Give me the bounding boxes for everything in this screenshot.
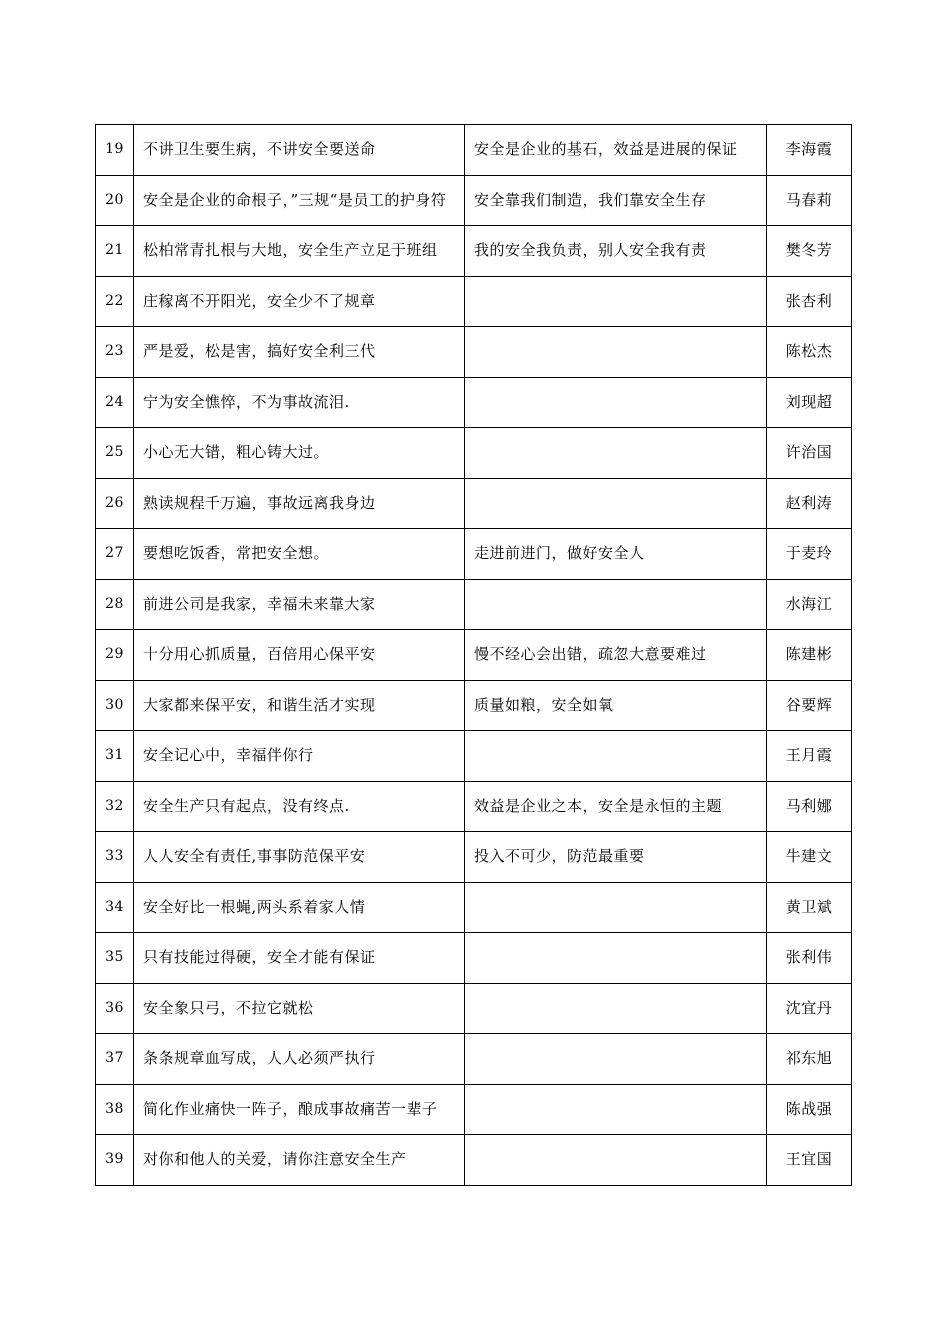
slogan-table xyxy=(95,124,852,1186)
row-number: 20 xyxy=(96,175,134,226)
slogan-alt-cell xyxy=(465,1034,767,1085)
author-name-cell: 马春莉 xyxy=(767,175,852,226)
row-number: 36 xyxy=(96,983,134,1034)
slogan-cell: 大家都来保平安，和谐生活才实现 xyxy=(134,680,465,731)
author-name-cell: 许治国 xyxy=(767,428,852,479)
row-number: 24 xyxy=(96,377,134,428)
row-number: 29 xyxy=(96,630,134,681)
slogan-alt-cell xyxy=(465,882,767,933)
slogan-alt-cell: 走进前进门，做好安全人 xyxy=(465,529,767,580)
slogan-table-body xyxy=(96,125,852,1186)
author-name-cell: 李海霞 xyxy=(767,125,852,176)
slogan-alt-cell: 投入不可少，防范最重要 xyxy=(465,832,767,883)
table-row xyxy=(96,680,852,731)
author-name-cell: 沈宜丹 xyxy=(767,983,852,1034)
author-name-cell: 张杏利 xyxy=(767,276,852,327)
table-row xyxy=(96,1034,852,1085)
row-number: 39 xyxy=(96,1135,134,1186)
row-number: 21 xyxy=(96,226,134,277)
author-name-cell: 张利伟 xyxy=(767,933,852,984)
author-name-cell: 陈松杰 xyxy=(767,327,852,378)
slogan-cell: 小心无大错，粗心铸大过。 xyxy=(134,428,465,479)
slogan-cell: 安全是企业的命根子，”三规“是员工的护身符 xyxy=(134,175,465,226)
row-number: 34 xyxy=(96,882,134,933)
slogan-cell: 要想吃饭香，常把安全想。 xyxy=(134,529,465,580)
slogan-cell: 安全好比一根蝇,两头系着家人情 xyxy=(134,882,465,933)
row-number: 38 xyxy=(96,1084,134,1135)
slogan-alt-cell xyxy=(465,983,767,1034)
table-row xyxy=(96,125,852,176)
row-number: 35 xyxy=(96,933,134,984)
table-row xyxy=(96,933,852,984)
author-name-cell: 马利娜 xyxy=(767,781,852,832)
author-name-cell: 王月霞 xyxy=(767,731,852,782)
table-row xyxy=(96,832,852,883)
slogan-cell: 安全记心中，幸福伴你行 xyxy=(134,731,465,782)
table-row xyxy=(96,630,852,681)
slogan-alt-cell: 效益是企业之本，安全是永恒的主题 xyxy=(465,781,767,832)
table-row xyxy=(96,781,852,832)
slogan-alt-cell xyxy=(465,327,767,378)
slogan-cell: 不讲卫生要生病，不讲安全要送命 xyxy=(134,125,465,176)
slogan-alt-cell: 慢不经心会出错，疏忽大意要难过 xyxy=(465,630,767,681)
slogan-alt-cell xyxy=(465,478,767,529)
table-row xyxy=(96,1135,852,1186)
slogan-cell: 安全生产只有起点，没有终点. xyxy=(134,781,465,832)
table-row xyxy=(96,731,852,782)
row-number: 30 xyxy=(96,680,134,731)
row-number: 25 xyxy=(96,428,134,479)
author-name-cell: 陈战强 xyxy=(767,1084,852,1135)
slogan-alt-cell: 质量如粮，安全如氧 xyxy=(465,680,767,731)
author-name-cell: 祁东旭 xyxy=(767,1034,852,1085)
table-row xyxy=(96,1084,852,1135)
slogan-alt-cell xyxy=(465,276,767,327)
author-name-cell: 陈建彬 xyxy=(767,630,852,681)
author-name-cell: 刘现超 xyxy=(767,377,852,428)
row-number: 19 xyxy=(96,125,134,176)
table-row xyxy=(96,529,852,580)
author-name-cell: 于麦玲 xyxy=(767,529,852,580)
table-row xyxy=(96,226,852,277)
author-name-cell: 水海江 xyxy=(767,579,852,630)
table-row xyxy=(96,175,852,226)
slogan-alt-cell xyxy=(465,377,767,428)
table-row xyxy=(96,428,852,479)
author-name-cell: 樊冬芳 xyxy=(767,226,852,277)
table-row xyxy=(96,983,852,1034)
author-name-cell: 谷要辉 xyxy=(767,680,852,731)
row-number: 27 xyxy=(96,529,134,580)
slogan-cell: 安全象只弓，不拉它就松 xyxy=(134,983,465,1034)
table-row xyxy=(96,327,852,378)
slogan-alt-cell xyxy=(465,428,767,479)
slogan-cell: 简化作业痛快一阵子，酿成事故痛苦一辈子 xyxy=(134,1084,465,1135)
table-row xyxy=(96,377,852,428)
table-row xyxy=(96,478,852,529)
author-name-cell: 黄卫斌 xyxy=(767,882,852,933)
slogan-cell: 只有技能过得硬，安全才能有保证 xyxy=(134,933,465,984)
row-number: 33 xyxy=(96,832,134,883)
row-number: 28 xyxy=(96,579,134,630)
slogan-cell: 对你和他人的关爱，请你注意安全生产 xyxy=(134,1135,465,1186)
row-number: 31 xyxy=(96,731,134,782)
slogan-alt-cell xyxy=(465,731,767,782)
slogan-alt-cell xyxy=(465,1135,767,1186)
table-row xyxy=(96,276,852,327)
slogan-cell: 十分用心抓质量，百倍用心保平安 xyxy=(134,630,465,681)
slogan-alt-cell: 安全靠我们制造，我们靠安全生存 xyxy=(465,175,767,226)
slogan-cell: 庄稼离不开阳光，安全少不了规章 xyxy=(134,276,465,327)
slogan-cell: 熟读规程千万遍，事故远离我身边 xyxy=(134,478,465,529)
row-number: 22 xyxy=(96,276,134,327)
author-name-cell: 牛建文 xyxy=(767,832,852,883)
slogan-alt-cell: 安全是企业的基石，效益是进展的保证 xyxy=(465,125,767,176)
author-name-cell: 赵利涛 xyxy=(767,478,852,529)
slogan-cell: 人人安全有责任,事事防范保平安 xyxy=(134,832,465,883)
table-row xyxy=(96,882,852,933)
row-number: 32 xyxy=(96,781,134,832)
row-number: 37 xyxy=(96,1034,134,1085)
slogan-alt-cell: 我的安全我负责，别人安全我有责 xyxy=(465,226,767,277)
slogan-cell: 严是爱，松是害，搞好安全利三代 xyxy=(134,327,465,378)
slogan-cell: 前进公司是我家，幸福未来靠大家 xyxy=(134,579,465,630)
slogan-cell: 松柏常青扎根与大地，安全生产立足于班组 xyxy=(134,226,465,277)
slogan-cell: 宁为安全憔悴，不为事故流泪. xyxy=(134,377,465,428)
slogan-alt-cell xyxy=(465,579,767,630)
row-number: 23 xyxy=(96,327,134,378)
row-number: 26 xyxy=(96,478,134,529)
slogan-alt-cell xyxy=(465,1084,767,1135)
slogan-alt-cell xyxy=(465,933,767,984)
slogan-cell: 条条规章血写成，人人必须严执行 xyxy=(134,1034,465,1085)
author-name-cell: 王宜国 xyxy=(767,1135,852,1186)
table-row xyxy=(96,579,852,630)
